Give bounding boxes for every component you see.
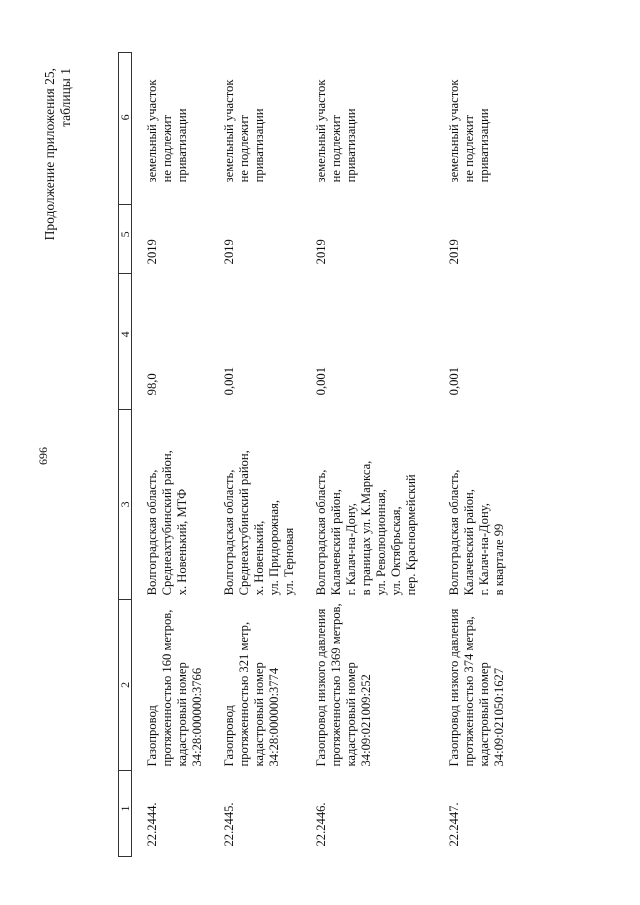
continuation-line: Продолжение приложения 25, [42, 68, 57, 241]
text-line: в квартале 99 [492, 523, 506, 596]
object-location [209, 409, 301, 599]
property-table [118, 52, 521, 857]
text-line: х. Новенький, [252, 520, 266, 596]
text-line: Среднеахтубинский район, [237, 450, 251, 596]
text-line: кадастровый номер [344, 662, 358, 767]
table-row [132, 52, 210, 856]
page-number: 696 [36, 447, 50, 465]
object-name [434, 599, 521, 770]
text-line: х. Новенький, МТФ [175, 488, 189, 596]
text-line: земельный участок [447, 79, 461, 183]
header-cell: 5 [119, 204, 132, 273]
header-cell: 6 [119, 52, 132, 204]
text-line: протяженностью 321 метр, [237, 621, 251, 767]
text-line: земельный участок [222, 79, 236, 183]
object-location [301, 409, 434, 599]
text-line: Газопровод [145, 705, 159, 767]
text-line: приватизации [252, 108, 266, 183]
text-line: приватизации [175, 108, 189, 183]
continuation-line: таблицы 1 [58, 68, 73, 127]
text-line: Среднеахтубинский район, [160, 450, 174, 596]
header-cell: 2 [119, 599, 132, 770]
text-line: Газопровод [222, 705, 236, 767]
text-line: в границах ул. К.Маркса, [359, 460, 373, 596]
text-line: ул. Революционная, [374, 489, 388, 596]
text-line: Калачевский район, [462, 489, 476, 596]
text-line: не подлежит [462, 114, 476, 183]
text-line: земельный участок [145, 79, 159, 183]
continuation-heading [42, 68, 74, 240]
object-status [209, 52, 301, 204]
text-line: Волгоградская область, [145, 469, 159, 596]
row-number: 22.2445. [222, 802, 236, 847]
object-area: 0,001 [222, 367, 236, 396]
text-line: протяженностью 374 метра, [462, 616, 476, 767]
text-line: 34:28:000000:3774 [267, 667, 281, 767]
text-line: не подлежит [329, 114, 343, 183]
text-line: ул. Терновая [282, 527, 296, 596]
text-line: протяженностью 1369 метров, [329, 603, 343, 767]
table-row [209, 52, 301, 856]
text-line: Волгоградская область, [447, 469, 461, 596]
text-line: Волгоградская область, [222, 469, 236, 596]
row-number: 22.2444. [145, 802, 159, 847]
header-cell: 1 [119, 771, 132, 857]
text-line: 34:09:021050:1627 [492, 667, 506, 767]
text-line: 34:09:021009:252 [359, 674, 373, 767]
table-row [301, 52, 434, 856]
text-line: Газопровод низкого давления [314, 608, 328, 767]
object-status [132, 52, 210, 204]
object-status [301, 52, 434, 204]
object-name [132, 599, 210, 770]
text-line: кадастровый номер [252, 662, 266, 767]
text-line: г. Калач-на-Дону, [344, 503, 358, 596]
text-line: не подлежит [237, 114, 251, 183]
text-line: кадастровый номер [477, 662, 491, 767]
text-line: приватизации [344, 108, 358, 183]
object-status [434, 52, 521, 204]
object-year: 2019 [447, 239, 461, 265]
text-line: Волгоградская область, [314, 469, 328, 596]
text-line: земельный участок [314, 79, 328, 183]
text-line: пер. Красноармейский [404, 474, 418, 596]
row-number: 22.2447. [447, 802, 461, 847]
text-line: не подлежит [160, 114, 174, 183]
object-year: 2019 [314, 239, 328, 265]
text-line: ул. Придорожная, [267, 499, 281, 596]
header-row [119, 52, 132, 856]
object-location [434, 409, 521, 599]
object-area: 0,001 [314, 367, 328, 396]
header-cell: 4 [119, 273, 132, 409]
object-name [301, 599, 434, 770]
text-line: Калачевский район, [329, 489, 343, 596]
text-line: протяженностью 160 метров, [160, 609, 174, 767]
header-cell: 3 [119, 409, 132, 599]
text-line: кадастровый номер [175, 662, 189, 767]
object-name [209, 599, 301, 770]
object-location [132, 409, 210, 599]
text-line: ул. Октябрьская, [389, 506, 403, 596]
object-area: 98,0 [145, 373, 159, 396]
text-line: г. Калач-на-Дону, [477, 503, 491, 596]
text-line: приватизации [477, 108, 491, 183]
object-area: 0,001 [447, 367, 461, 396]
text-line: 34:28:000000:3766 [190, 667, 204, 767]
text-line: Газопровод низкого давления [447, 608, 461, 767]
object-year: 2019 [222, 239, 236, 265]
row-number: 22.2446. [314, 802, 328, 847]
table-row [434, 52, 521, 856]
object-year: 2019 [145, 239, 159, 265]
